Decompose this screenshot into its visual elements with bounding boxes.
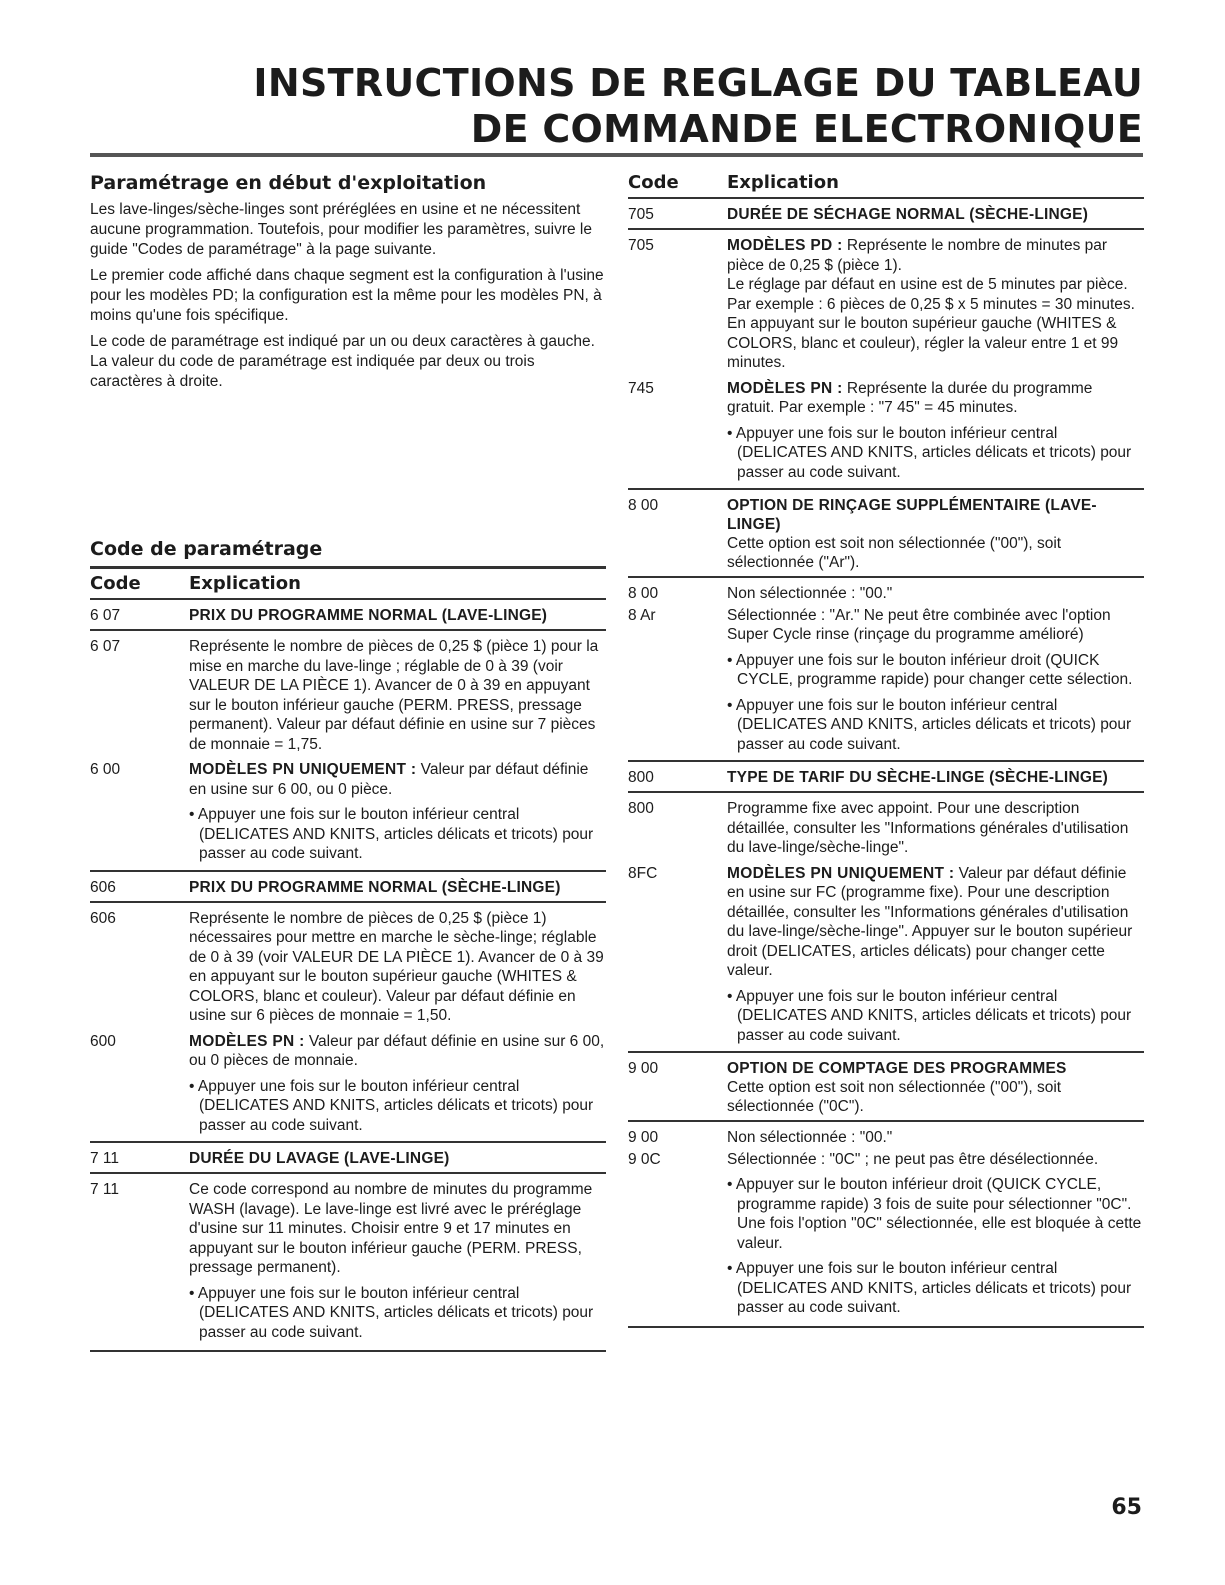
entry-line: En appuyant sur le bouton supérieur gauche (WHITES & COLORS, blanc et couleur), régler la valeur entre 1 et 99 minutes. [727,315,1119,371]
entry-text: Sélectionnée : "Ar." Ne peut être combinée avec l'option Super Cycle rinse (rinçage du programme amélioré) [727,606,1111,643]
entry-code: 6 00 [90,761,121,778]
table-entry [90,760,606,864]
row-subtitle: Cette option est soit non sélectionnée ("00"), soit sélectionnée ("0C"). [727,1079,1062,1115]
table-row [90,629,606,870]
entry-code: 600 [90,1032,116,1050]
table-row [628,576,1144,760]
bullet-item: • Appuyer une fois sur le bouton inférieur central (DELICATES AND KNITS, articles délicats et tricots) pour passer au code suivant. [189,1284,594,1341]
table-row [628,228,1144,488]
table-row-heading [90,1141,606,1172]
table-row-heading [90,870,606,901]
intro-heading: Paramétrage en début d'exploitation [90,172,487,194]
bullet-item: • Appuyer une fois sur le bouton inférieur droit (QUICK CYCLE, programme rapide) pour changer cette sélection. [727,651,1133,688]
table-row [90,1172,606,1348]
bullet-item: • Appuyer une fois sur le bouton inférieur central (DELICATES AND KNITS, articles délicats et tricots) pour passer au code suivant. [727,1260,1132,1316]
row-code: 800 [628,769,654,786]
intro-text [90,200,606,392]
entry-text: Représente le nombre de pièces de 0,25 $ (pièce 1) nécessaires pour mettre en marche le sèche-linge; réglable de 0 à 39 (voir VALEUR DE LA PIÈCE 1). Avancer de 0 à 39 en appuyant sur le bouton supérieur gauche (WHITES & COLORS, blanc et couleur). Valeur par défaut définie en usine sur 6 pièces de monnaie = 1,50. [189,909,604,1024]
entry-text: Valeur par défaut définie en usine sur FC (programme fixe). Pour une description détaillée, consulter les "Informations générales d'utilisation du lave-linge/sèche-linge". Appuyer sur le bouton supérieur droit (DELICATES, articles délicats) pour changer cette valeur. [727,864,1133,979]
header-code: Code [628,172,679,193]
right-column [628,168,1144,1328]
entry-code: 606 [90,909,116,927]
table-entry [628,1128,1144,1148]
table-entry [628,864,1144,1046]
row-title-text: OPTION DE RINÇAGE SUPPLÉMENTAIRE (LAVE-LINGE) [727,497,1097,533]
header-code: Code [90,573,141,594]
table-row-heading [628,488,1144,576]
entry-label: MODÈLES PN UNIQUEMENT : [189,761,417,778]
entry-code: 8 00 [628,585,659,602]
table-entry [628,236,1144,373]
table-entry [628,799,1144,858]
page-number: 65 [1111,1495,1142,1520]
entry-line: Par exemple : 6 pièces de 0,25 $ x 5 minutes = 30 minutes. [727,295,1135,313]
entry-label: MODÈLES PD : [727,237,843,254]
bullet-item: • Appuyer une fois sur le bouton inférieur central (DELICATES AND KNITS, articles délicats et tricots) pour passer au code suivant. [727,424,1132,481]
table-entry [628,606,1144,755]
left-column [90,168,606,1352]
header-explanation: Explication [189,573,301,594]
entry-label: MODÈLES PN : [727,379,843,397]
entry-code: 745 [628,379,654,397]
row-title [727,1059,1144,1116]
entry-text: Ce code correspond au nombre de minutes du programme WASH (lavage). Le lave-linge est livré avec le préréglage d'usine sur 11 minutes. Choisir entre 9 et 17 minutes en appuyant sur le bouton inférieur gauche (PERM. PRESS, pressage permanent). [189,1181,593,1276]
table-row [628,1120,1144,1324]
entry-text: Représente le nombre de minutes par pièce de 0,25 $ (pièce 1). [727,237,1108,274]
entry-code: 9 0C [628,1150,661,1168]
page-title [90,60,1143,152]
entry-label: MODÈLES PN UNIQUEMENT : [727,864,955,882]
row-title: TYPE DE TARIF DU SÈCHE-LINGE (SÈCHE-LINGE) [727,769,1108,786]
entry-code: 800 [628,800,654,817]
entry-text: Valeur par défaut définie en usine sur 6 00, ou 0 pièce. [189,761,589,798]
entry-text: Non sélectionnée : "00." [727,585,893,602]
table-row-heading [90,598,606,629]
row-title: PRIX DU PROGRAMME NORMAL (SÈCHE-LINGE) [189,878,561,896]
entry-code: 705 [628,237,654,254]
table-header [628,168,1144,197]
row-title: PRIX DU PROGRAMME NORMAL (LAVE-LINGE) [189,607,548,624]
row-code: 7 11 [90,1150,120,1167]
entry-text: Programme fixe avec appoint. Pour une description détaillée, consulter les "Informations générales d'utilisation du lave-linge/sèche-linge". [727,800,1129,856]
table-row-heading [628,1051,1144,1120]
table-row [628,791,1144,1051]
entry-text: Représente le nombre de pièces de 0,25 $ (pièce 1) pour la mise en marche du lave-linge ; réglable de 0 à 39 (voir VALEUR DE LA PIÈCE 1). Avancer de 0 à 39 en appuyant sur le bouton inférieur gauche (PERM. PRESS, pressage permanent). Valeur par défaut définie en usine sur 7 pièces de monnaie = 1,75. [189,638,599,753]
entry-code: 9 00 [628,1129,659,1146]
header-explanation: Explication [727,172,839,193]
entry-label: MODÈLES PN : [189,1032,305,1050]
code-section-heading: Code de paramétrage [90,538,323,560]
bullet-item: • Appuyer une fois sur le bouton inférieur central (DELICATES AND KNITS, articles délicats et tricots) pour passer au code suivant. [727,987,1132,1044]
entry-code: 8 Ar [628,606,656,624]
entry-code: 7 11 [90,1181,120,1198]
bullet-item: • Appuyer une fois sur le bouton inférieur central (DELICATES AND KNITS, articles délicats et tricots) pour passer au code suivant. [189,1077,594,1134]
table-end-rule [628,1326,1144,1328]
entry-text: Non sélectionnée : "00." [727,1129,893,1146]
table-entry [90,1180,606,1342]
entry-code: 8FC [628,864,658,882]
table-entry [628,1150,1144,1318]
intro-paragraph-1: Les lave-linges/sèche-linges sont préréglées en usine et ne nécessitent aucune programmation. Toutefois, pour modifier les paramètres, suivre le guide "Codes de paramétrage" à la page suivante. [90,201,592,258]
entry-text: Valeur par défaut définie en usine sur 6 00, ou 0 pièces de monnaie. [189,1032,605,1069]
title-line-1: INSTRUCTIONS DE REGLAGE DU TABLEAU [253,61,1143,105]
title-rule [90,153,1143,157]
table-entry [628,379,1144,483]
table-entry [628,584,1144,604]
bullet-item: • Appuyer une fois sur le bouton inférieur central (DELICATES AND KNITS, articles délicats et tricots) pour passer au code suivant. [727,696,1132,753]
bullet-item: • Appuyer une fois sur le bouton inférieur central (DELICATES AND KNITS, articles délicats et tricots) pour passer au code suivant. [189,806,594,862]
row-code: 8 00 [628,497,659,514]
row-code: 6 07 [90,607,121,624]
row-code: 9 00 [628,1060,659,1077]
table-header [90,566,606,598]
entry-code: 6 07 [90,638,121,655]
bullet-item: • Appuyer sur le bouton inférieur droit (QUICK CYCLE, programme rapide) 3 fois de suite pour sélectionner "0C". Une fois l'option "0C" sélectionnée, elle est bloquée à cette valeur. [727,1176,1142,1252]
table-entry [90,637,606,754]
code-section [90,538,606,1352]
table-entry [90,909,606,1026]
row-code: 705 [628,206,654,223]
table-row [90,901,606,1142]
intro-paragraph-2: Le premier code affiché dans chaque segment est la configuration à l'usine pour les modèles PD; la configuration est la même pour les modèles PN, à moins qu'une fois spécifique. [90,267,604,324]
table-row-heading [628,197,1144,228]
table-row-heading [628,760,1144,791]
row-title [727,496,1144,572]
row-title-text: OPTION DE COMPTAGE DES PROGRAMMES [727,1060,1067,1077]
row-title: DURÉE DE SÉCHAGE NORMAL (SÈCHE-LINGE) [727,206,1089,223]
row-title: DURÉE DU LAVAGE (LAVE-LINGE) [189,1150,450,1167]
table-entry [90,1032,606,1136]
title-line-2: DE COMMANDE ELECTRONIQUE [470,107,1143,151]
entry-text: Sélectionnée : "0C" ; ne peut pas être désélectionnée. [727,1150,1099,1168]
entry-line: Le réglage par défaut en usine est de 5 minutes par pièce. [727,276,1128,293]
entry-text: Représente la durée du programme gratuit. Par exemple : "7 45" = 45 minutes. [727,379,1093,416]
row-code: 606 [90,878,116,896]
row-subtitle: Cette option est soit non sélectionnée ("00"), soit sélectionnée ("Ar"). [727,535,1062,571]
table-end-rule [90,1350,606,1352]
intro-paragraph-3: Le code de paramétrage est indiqué par un ou deux caractères à gauche. La valeur du code de paramétrage est indiquée par deux ou trois caractères à droite. [90,333,595,390]
